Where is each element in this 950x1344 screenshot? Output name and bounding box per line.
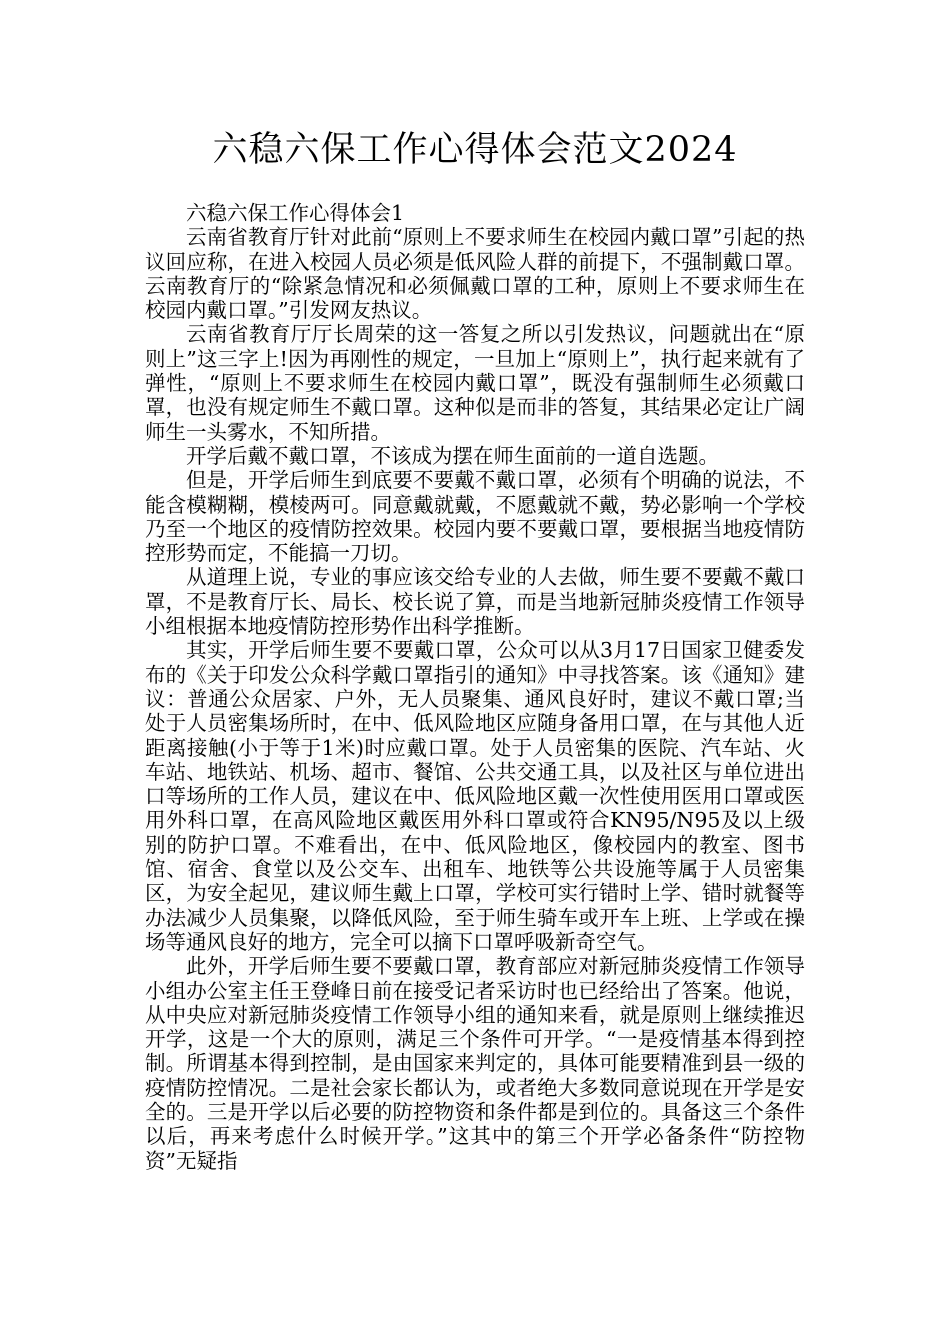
paragraph: 云南省教育厅厅长周荣的这一答复之所以引发热议，问题就出在“原则上”这三字上!因为再刚性的规定，一旦加上“原则上”，执行起来就有了弹性，“原则上不要求师生在校园内戴口罩”，既没有强制师生必须戴口罩，也没有规定师生不戴口罩。这种似是而非的答复，其结果必定让广阔师生一头雾水，不知所措。 — [145, 322, 805, 444]
paragraph: 从道理上说，专业的事应该交给专业的人去做，师生要不要戴不戴口罩，不是教育厅长、局长、校长说了算，而是当地新冠肺炎疫情工作领导小组根据本地疫情防控形势作出科学推断。 — [145, 565, 805, 639]
paragraph: 云南省教育厅针对此前“原则上不要求师生在校园内戴口罩”引起的热议回应称，在进入校园人员必须是低风险人群的前提下，不强制戴口罩。云南教育厅的“除紧急情况和必须佩戴口罩的工种，原则上不要求师生在校园内戴口罩。”引发网友热议。 — [145, 225, 805, 323]
document-title: 六稳六保工作心得体会范文2024 — [212, 130, 738, 170]
paragraph: 但是，开学后师生到底要不要戴不戴口罩，必须有个明确的说法，不能含模糊糊，模棱两可。同意戴就戴，不愿戴就不戴，势必影响一个学校乃至一个地区的疫情防控效果。校园内要不要戴口罩，要根据当地疫情防控形势而定，不能搞一刀切。 — [145, 468, 805, 566]
paragraph: 此外，开学后师生要不要戴口罩，教育部应对新冠肺炎疫情工作领导小组办公室主任王登峰日前在接受记者采访时也已经给出了答案。他说，从中央应对新冠肺炎疫情工作领导小组的通知来看，就是原则上继续推迟开学，这是一个大的原则，满足三个条件可开学。“一是疫情基本得到控制。所谓基本得到控制，是由国家来判定的，具体可能要精准到县一级的疫情防控情况。二是社会家长都认为，或者绝大多数同意说现在开学是安全的。三是开学以后必要的防控物资和条件都是到位的。具备这三个条件以后，再来考虑什么时候开学。”这其中的第三个开学必备条件“防控物资”无疑指 — [145, 954, 805, 1173]
paragraph: 其实，开学后师生要不要戴口罩，公众可以从3月17日国家卫健委发布的《关于印发公众科学戴口罩指引的通知》中寻找答案。该《通知》建议：普通公众居家、户外，无人员聚集、通风良好时，建议不戴口罩;当处于人员密集场所时，在中、低风险地区应随身备用口罩，在与其他人近距离接触(小于等于1米)时应戴口罩。处于人员密集的医院、汽车站、火车站、地铁站、机场、超市、餐馆、公共交通工具，以及社区与单位进出口等场所的工作人员，建议在中、低风险地区戴一次性使用医用口罩或医用外科口罩，在高风险地区戴医用外科口罩或符合KN95/N95及以上级别的防护口罩。不难看出，在中、低风险地区，像校园内的教室、图书馆、宿舍、食堂以及公交车、出租车、地铁等公共设施等属于人员密集区，为安全起见，建议师生戴上口罩，学校可实行错时上学、错时就餐等办法减少人员集聚，以降低风险，至于师生骑车或开车上班、上学或在操场等通风良好的地方，完全可以摘下口罩呼吸新奇空气。 — [145, 638, 805, 954]
document-body — [145, 201, 805, 1173]
paragraph: 开学后戴不戴口罩，不该成为摆在师生面前的一道自选题。 — [186, 443, 719, 468]
section-heading: 六稳六保工作心得体会1 — [186, 201, 405, 225]
